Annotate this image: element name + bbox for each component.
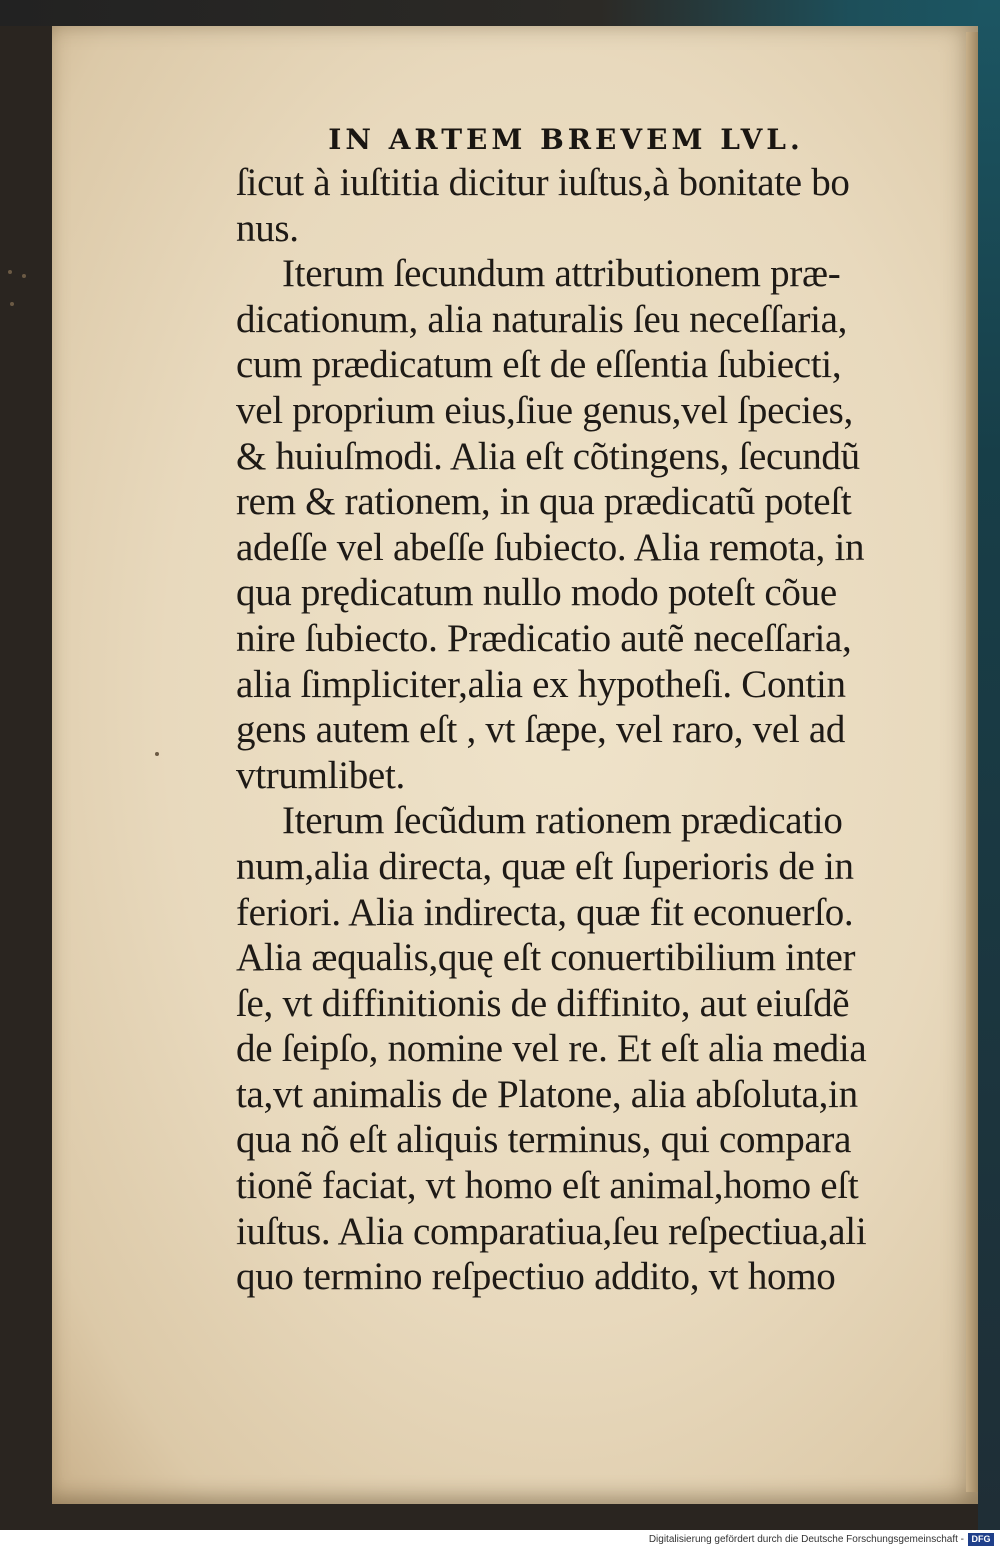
text-line: qua prędicatum nullo modo poteſt cõue <box>236 571 837 615</box>
margin-dot <box>8 270 12 274</box>
text-line: nire ſubiecto. Prædicatio autẽ neceſſaria, <box>236 616 852 660</box>
page-text <box>236 120 956 1300</box>
text-line: alia ſimpliciter,alia ex hypotheſi. Contin <box>236 662 846 706</box>
text-line: ta,vt animalis de Platone, alia abſoluta,in <box>236 1072 858 1116</box>
margin-dot <box>10 302 14 306</box>
text-line: quo termino reſpectiuo addito, vt homo <box>236 1255 836 1299</box>
text-line: cum prædicatum eſt de eſſentia ſubiecti, <box>236 343 842 387</box>
text-line: & huiuſmodi. Alia eſt cõtingens, ſecundũ <box>236 434 860 478</box>
text-line: feriori. Alia indirecta, quæ fit econuerſo. <box>236 890 854 934</box>
text-line: ſe, vt diffinitionis de diffinito, aut eiuſdẽ <box>236 981 850 1025</box>
margin-dot <box>22 274 26 278</box>
dfg-logo[interactable]: DFG <box>968 1533 994 1546</box>
text-line: num,alia directa, quæ eſt ſuperioris de in <box>236 844 854 888</box>
text-line: gens autem eſt , vt ſæpe, vel raro, vel ad <box>236 708 846 752</box>
text-line: Alia æqualis,quę eſt conuertibilium inter <box>236 936 856 980</box>
scan-right-edge <box>978 0 1000 1530</box>
text-line: Iterum ſecũdum rationem prædicatio <box>282 799 843 843</box>
page-fore-edge <box>966 32 978 1492</box>
text-line: rem & rationem, in qua prædicatũ poteſt <box>236 480 852 524</box>
text-line: de ſeipſo, nomine vel re. Et eſt alia media <box>236 1027 867 1071</box>
text-line: tionẽ faciat, vt homo eſt animal,homo eſt <box>236 1164 859 1208</box>
running-head: IN ARTEM BREVEM LVL. <box>328 123 804 156</box>
text-line: adeſſe vel abeſſe ſubiecto. Alia remota, in <box>236 525 865 569</box>
text-line: vtrumlibet. <box>236 753 405 797</box>
footer-credit: Digitalisierung gefördert durch die Deutsche Forschungsgemeinschaft - <box>648 1534 964 1545</box>
text-line: vel proprium eius,ſiue genus,vel ſpecies, <box>236 388 853 432</box>
margin-dot <box>155 752 159 756</box>
margin-marks <box>0 240 40 320</box>
text-line: ſicut à iuſtitia dicitur iuſtus,à bonitate bo <box>236 161 850 204</box>
text-line: qua nõ eſt aliquis terminus, qui compara <box>236 1118 852 1162</box>
text-line: Iterum ſecundum attributionem præ- <box>282 252 841 296</box>
text-line: iuſtus. Alia comparatiua,ſeu reſpectiua,ali <box>236 1209 867 1253</box>
text-line: dicationum, alia naturalis ſeu neceſſaria, <box>236 297 848 341</box>
scan-top-edge <box>0 0 1000 26</box>
text-line: nus. <box>236 206 299 250</box>
